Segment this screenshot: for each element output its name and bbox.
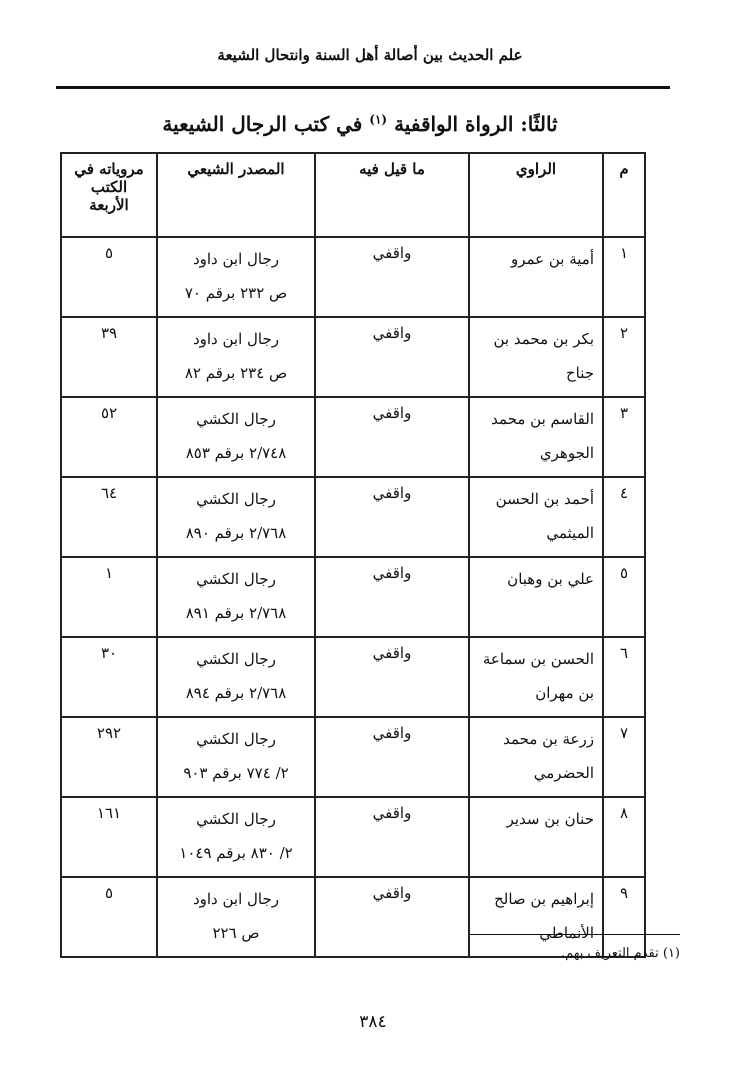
narrator-name: بكر بن محمد بن جناح xyxy=(469,317,603,397)
header-source: المصدر الشيعي xyxy=(157,153,315,237)
narrator-status: واقفي xyxy=(315,797,469,877)
narrator-source xyxy=(157,317,315,397)
narrator-source xyxy=(157,557,315,637)
table-row xyxy=(61,797,645,877)
running-header: علم الحديث بين أصالة أهل السنة وانتحال الشيعة xyxy=(217,46,523,64)
narration-count: ٣٠ xyxy=(61,637,157,717)
row-number: ٤ xyxy=(603,477,645,557)
narrator-status: واقفي xyxy=(315,237,469,317)
row-number: ١ xyxy=(603,237,645,317)
narrator-source-line-1: رجال الكشي xyxy=(196,650,276,668)
narrator-name: حنان بن سدير xyxy=(469,797,603,877)
narrators-table xyxy=(60,152,646,958)
header-narrator: الراوي xyxy=(469,153,603,237)
narrator-name: أمية بن عمرو xyxy=(469,237,603,317)
narration-count: ٥ xyxy=(61,877,157,957)
row-number: ٧ xyxy=(603,717,645,797)
header-num: م xyxy=(603,153,645,237)
header-count xyxy=(61,153,157,237)
narration-count: ٦٤ xyxy=(61,477,157,557)
narrator-source-line-1: رجال الكشي xyxy=(196,730,276,748)
narrator-name: إبراهيم بن صالح الأنماطي xyxy=(469,877,603,957)
header-count-line1: مروياته في xyxy=(74,160,144,178)
narrator-source-line-2: ص ٢٣٤ برقم ٨٢ xyxy=(184,364,288,382)
row-number: ٢ xyxy=(603,317,645,397)
narrator-source-line-2: ٢/٧٦٨ برقم ٨٩١ xyxy=(185,604,287,622)
narration-count: ٢٩٢ xyxy=(61,717,157,797)
narrator-source xyxy=(157,477,315,557)
table-row xyxy=(61,397,645,477)
narrator-source xyxy=(157,877,315,957)
table-row xyxy=(61,717,645,797)
table-row xyxy=(61,557,645,637)
narrator-source-line-1: رجال الكشي xyxy=(196,810,276,828)
page-number: ٣٨٤ xyxy=(359,1012,387,1032)
table-row xyxy=(61,877,645,957)
narration-count: ٥٢ xyxy=(61,397,157,477)
table-row xyxy=(61,317,645,397)
narrator-status: واقفي xyxy=(315,557,469,637)
header-count-line2: الكتب الأربعة xyxy=(89,178,129,214)
narrator-source-line-2: ٢/٧٦٨ برقم ٨٩٠ xyxy=(185,524,287,542)
section-title xyxy=(60,112,660,136)
narrator-source-line-1: رجال الكشي xyxy=(196,490,276,508)
narration-count: ٥ xyxy=(61,237,157,317)
narrator-source-line-1: رجال الكشي xyxy=(196,410,276,428)
narrator-source xyxy=(157,237,315,317)
table-header-row xyxy=(61,153,645,237)
header-rule xyxy=(56,86,670,89)
narrator-source-line-2: ٢/٧٤٨ برقم ٨٥٣ xyxy=(185,444,287,462)
table-row xyxy=(61,637,645,717)
narrator-status: واقفي xyxy=(315,477,469,557)
narrator-source-line-2: ٢/ ٨٣٠ برقم ١٠٤٩ xyxy=(179,844,293,862)
narrator-source xyxy=(157,797,315,877)
narrator-status: واقفي xyxy=(315,397,469,477)
table-row xyxy=(61,237,645,317)
row-number: ٩ xyxy=(603,877,645,957)
narration-count: ١٦١ xyxy=(61,797,157,877)
narrator-source-line-2: ٢/٧٦٨ برقم ٨٩٤ xyxy=(185,684,287,702)
section-title-tail: في كتب الرجال الشيعية xyxy=(162,112,363,136)
narrator-status: واقفي xyxy=(315,637,469,717)
header-said: ما قيل فيه xyxy=(315,153,469,237)
narrator-source-line-1: رجال ابن داود xyxy=(192,890,280,908)
section-title-text: ثالثًا: الرواة الواقفية xyxy=(394,112,558,136)
narrator-source-line-2: ص ٢٢٦ xyxy=(212,924,260,942)
narrator-status: واقفي xyxy=(315,317,469,397)
narration-count: ٣٩ xyxy=(61,317,157,397)
table-row xyxy=(61,477,645,557)
narrator-status: واقفي xyxy=(315,877,469,957)
narrator-source-line-1: رجال الكشي xyxy=(196,570,276,588)
narrator-source xyxy=(157,397,315,477)
footnote-rule xyxy=(470,934,680,935)
narrator-name: الحسن بن سماعة بن مهران xyxy=(469,637,603,717)
narrator-status: واقفي xyxy=(315,717,469,797)
narrator-source xyxy=(157,717,315,797)
narrator-source-line-1: رجال ابن داود xyxy=(192,250,280,268)
narrator-name: أحمد بن الحسن الميثمي xyxy=(469,477,603,557)
row-number: ٥ xyxy=(603,557,645,637)
narrator-name: القاسم بن محمد الجوهري xyxy=(469,397,603,477)
footnote: (١) تقدم التعريف بهم. xyxy=(560,946,680,961)
narrator-source-line-2: ٢/ ٧٧٤ برقم ٩٠٣ xyxy=(183,764,289,782)
narrator-name: زرعة بن محمد الحضرمي xyxy=(469,717,603,797)
footnote-ref[interactable]: (١) xyxy=(369,112,388,127)
table-body xyxy=(61,237,645,957)
narration-count: ١ xyxy=(61,557,157,637)
row-number: ٣ xyxy=(603,397,645,477)
narrator-source xyxy=(157,637,315,717)
narrator-source-line-1: رجال ابن داود xyxy=(192,330,280,348)
row-number: ٦ xyxy=(603,637,645,717)
row-number: ٨ xyxy=(603,797,645,877)
narrator-source-line-2: ص ٢٣٢ برقم ٧٠ xyxy=(184,284,288,302)
narrator-name: علي بن وهبان xyxy=(469,557,603,637)
